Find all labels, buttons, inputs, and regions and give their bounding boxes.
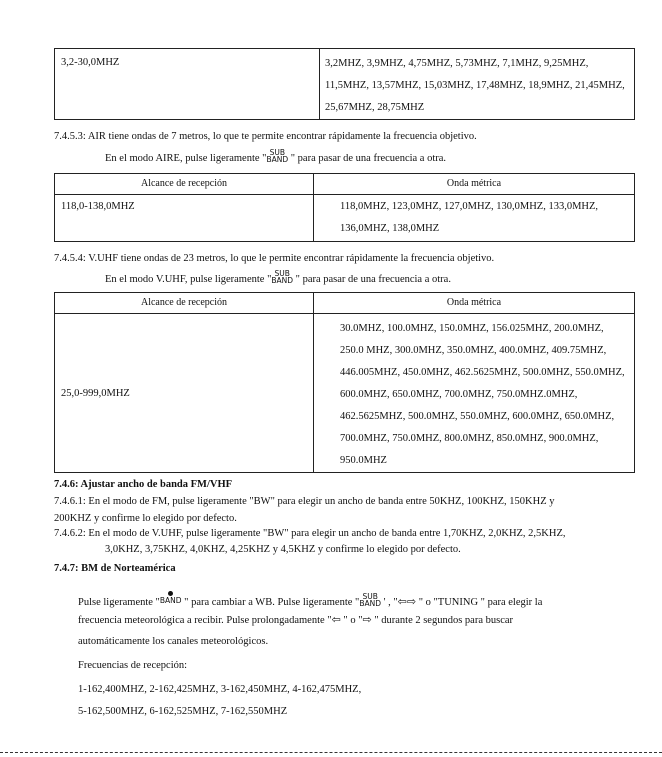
table-header-wave: Onda métrica — [314, 174, 635, 195]
instruction-text: frecuencia meteorológica a recibir. Pulse prolongadamente " — [78, 615, 332, 626]
weather-instruction-line3: automáticamente los canales meteorológicos. — [78, 636, 269, 647]
band-label: BAND — [359, 599, 381, 608]
weather-frequencies-line2: 5-162,500MHZ, 6-162,525MHZ, 7-162,550MHZ — [78, 706, 288, 717]
left-arrow-icon: ⇦ — [331, 613, 341, 626]
right-arrow-icon: ⇨ — [362, 613, 372, 626]
frequency-line: 30.0MHZ, 100.0MHZ, 150.0MHZ, 156.025MHZ, 200.0MHZ, — [340, 323, 604, 334]
air-paragraph: 7.4.5.3: AIR tiene ondas de 7 metros, lo que te permite encontrar rápidamente la frecuencia objetivo. — [54, 131, 477, 142]
band-dot-icon — [160, 591, 182, 604]
frequency-cell — [314, 314, 635, 473]
bw-fm-line1: 7.4.6.1: En el modo de FM, pulse ligeramente "BW" para elegir un ancho de banda entre 50KHZ, 100KHZ, 150KHZ y — [54, 496, 555, 507]
range-text: 118,0-138,0MHZ — [61, 201, 135, 212]
frequency-line: 462.5625MHZ, 500.0MHZ, 550.0MHZ, 600.0MHZ, 650.0MHZ, — [340, 411, 615, 422]
weather-instruction-line1 — [78, 591, 542, 608]
instruction-text: En el modo V.UHF, pulse ligeramente " — [105, 274, 272, 285]
bw-vuhf-line2: 3,0KHZ, 3,75KHZ, 4,0KHZ, 4,25KHZ y 4,5KHZ y confirme lo elegido por defecto. — [105, 544, 461, 555]
left-right-arrows-icon: ⇦⇨ — [397, 595, 417, 608]
frequency-cell — [320, 49, 635, 120]
bw-fm-line2: 200KHZ y confirme lo elegido por defecto. — [54, 513, 237, 524]
table-header-wave: Onda métrica — [314, 293, 635, 314]
frequency-line: 250.0 MHZ, 300.0MHZ, 350.0MHZ, 400.0MHZ, 409.75MHZ, — [340, 345, 607, 356]
range-cell — [55, 195, 314, 242]
frequency-line: 446.005MHZ, 450.0MHZ, 462.5625MHZ, 500.0MHZ, 550.0MHZ, — [340, 367, 625, 378]
instruction-text: En el modo AIRE, pulse ligeramente " — [105, 153, 267, 164]
weather-instruction-line2 — [78, 613, 513, 626]
shortwave-frequency-table — [54, 48, 635, 120]
band-label: BAND — [271, 276, 294, 285]
sub-band-icon — [266, 149, 288, 163]
instruction-text: Pulse ligeramente " — [78, 597, 160, 608]
frequency-line: 600.0MHZ, 650.0MHZ, 700.0MHZ, 750.0MHZ.0MHZ, — [340, 389, 578, 400]
bandwidth-heading — [54, 479, 232, 490]
sub-band-icon — [359, 593, 381, 607]
range-cell — [55, 314, 314, 473]
vuhf-instruction — [105, 270, 451, 285]
band-label: BAND — [266, 155, 289, 164]
instruction-text: " o " — [340, 615, 363, 626]
weather-frequencies-line1: 1-162,400MHZ, 2-162,425MHZ, 3-162,450MHZ, 4-162,475MHZ, — [78, 684, 362, 695]
instruction-text: " para pasar de una frecuencia a otra. — [293, 274, 451, 285]
air-instruction — [105, 149, 446, 164]
sub-label: SUB — [362, 592, 378, 601]
frequency-line: 11,5MHZ, 13,57MHZ, 15,03MHZ, 17,48MHZ, 18,9MHZ, 21,45MHZ, — [325, 80, 625, 91]
instruction-text: " para cambiar a WB. Pulse ligeramente " — [181, 597, 360, 608]
table-header-range: Alcance de recepción — [55, 293, 314, 314]
instruction-text: " para pasar de una frecuencia a otra. — [288, 153, 447, 164]
air-frequency-table — [54, 173, 635, 242]
reception-label: Frecuencias de recepción: — [78, 660, 188, 671]
table-header-range: Alcance de recepción — [55, 174, 314, 195]
instruction-text: ' , " — [380, 597, 398, 608]
frequency-line: 3,2MHZ, 3,9MHZ, 4,75MHZ, 5,73MHZ, 7,1MHZ, 9,25MHZ, — [325, 58, 589, 69]
weather-band-heading — [54, 563, 176, 574]
heading-text: 7.4.7: BM de Norteamérica — [54, 563, 176, 574]
frequency-line: 950.0MHZ — [340, 455, 387, 466]
range-cell — [55, 49, 320, 120]
bw-vuhf-line1: 7.4.6.2: En el modo de V.UHF, pulse ligeramente "BW" para elegir un ancho de banda entre 1,70KHZ, 2,0KHZ, 2,5KHZ, — [54, 528, 566, 539]
frequency-line: 118,0MHZ, 123,0MHZ, 127,0MHZ, 130,0MHZ, 133,0MHZ, — [340, 201, 599, 212]
vuhf-frequency-table — [54, 292, 635, 473]
range-text: 3,2-30,0MHZ — [61, 57, 120, 68]
frequency-line: 25,67MHZ, 28,75MHZ — [325, 102, 425, 113]
frequency-cell — [314, 195, 635, 242]
range-text: 25,0-999,0MHZ — [61, 387, 130, 399]
sub-label: SUB — [269, 148, 285, 157]
sub-label: SUB — [274, 269, 290, 278]
page-bottom-divider — [0, 752, 662, 753]
sub-band-icon — [271, 270, 293, 284]
vuhf-paragraph: 7.4.5.4: V.UHF tiene ondas de 23 metros, lo que le permite encontrar rápidamente la frecuencia objetivo. — [54, 253, 495, 264]
heading-text: 7.4.6: Ajustar ancho de banda FM/VHF — [54, 479, 233, 490]
frequency-line: 136,0MHZ, 138,0MHZ — [340, 223, 440, 234]
frequency-line: 700.0MHZ, 750.0MHZ, 800.0MHZ, 850.0MHZ, 900.0MHZ, — [340, 433, 599, 444]
band-label: BAND — [159, 596, 182, 605]
instruction-text: " durante 2 segundos para buscar — [371, 615, 514, 626]
instruction-text: " o "TUNING " para elegir la — [416, 597, 543, 608]
